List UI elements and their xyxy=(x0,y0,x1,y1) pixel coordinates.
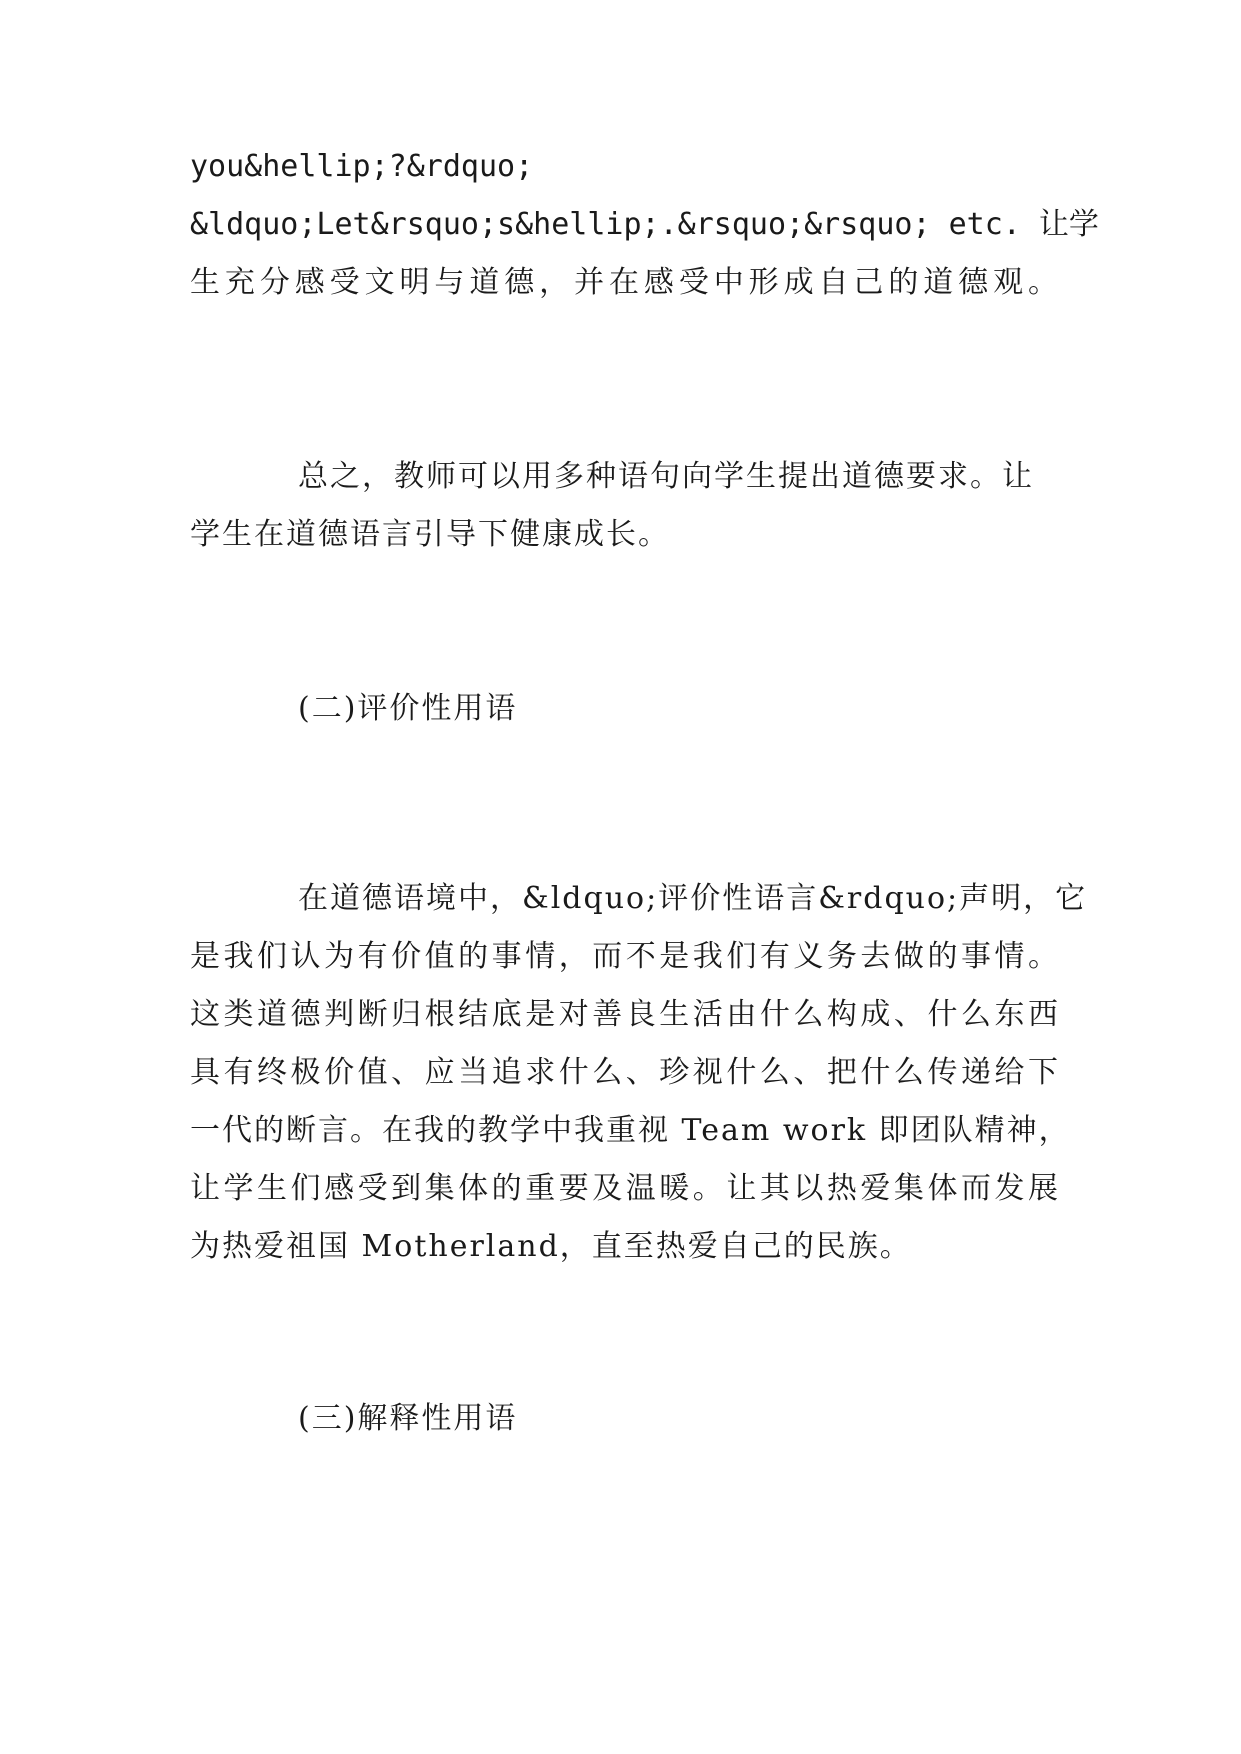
section-heading-explanatory xyxy=(190,1390,1060,1448)
text-line: 是我们认为有价值的事情，而不是我们有义务去做的事情。 xyxy=(190,939,1060,974)
paragraph-evaluative-language xyxy=(190,870,1088,1276)
text-line: 总之，教师可以用多种语句向学生提出道德要求。让 xyxy=(298,459,1034,494)
text-line: 一代的断言。在我的教学中我重视 Team work 即团队精神， xyxy=(190,1113,1071,1148)
text-line: you&hellip;?&rdquo; xyxy=(190,149,534,184)
section-heading: (二)评价性用语 xyxy=(298,691,518,726)
text-line: 学生在道德语言引导下健康成长。 xyxy=(190,517,670,552)
text-line: 生充分感受文明与道德，并在感受中形成自己的道德观。 xyxy=(190,265,1060,300)
text-line: 具有终极价值、应当追求什么、珍视什么、把什么传递给下 xyxy=(190,1055,1060,1090)
section-heading-evaluative xyxy=(190,680,1060,738)
text-line: 让学生们感受到集体的重要及温暖。让其以热爱集体而发展 xyxy=(190,1171,1060,1206)
paragraph-summary xyxy=(190,448,1060,564)
section-heading: (三)解释性用语 xyxy=(298,1401,518,1436)
text-line: 这类道德判断归根结底是对善良生活由什么构成、什么东西 xyxy=(190,997,1060,1032)
text-line: 为热爱祖国 Motherland，直至热爱自己的民族。 xyxy=(190,1229,912,1264)
paragraph-moral-sense xyxy=(190,138,1099,312)
text-line: 在道德语境中，&ldquo;评价性语言&rdquo;声明，它 xyxy=(298,881,1088,916)
text-line: &ldquo;Let&rsquo;s&hellip;.&rsquo;&rsquo; etc. 让学 xyxy=(190,207,1099,242)
